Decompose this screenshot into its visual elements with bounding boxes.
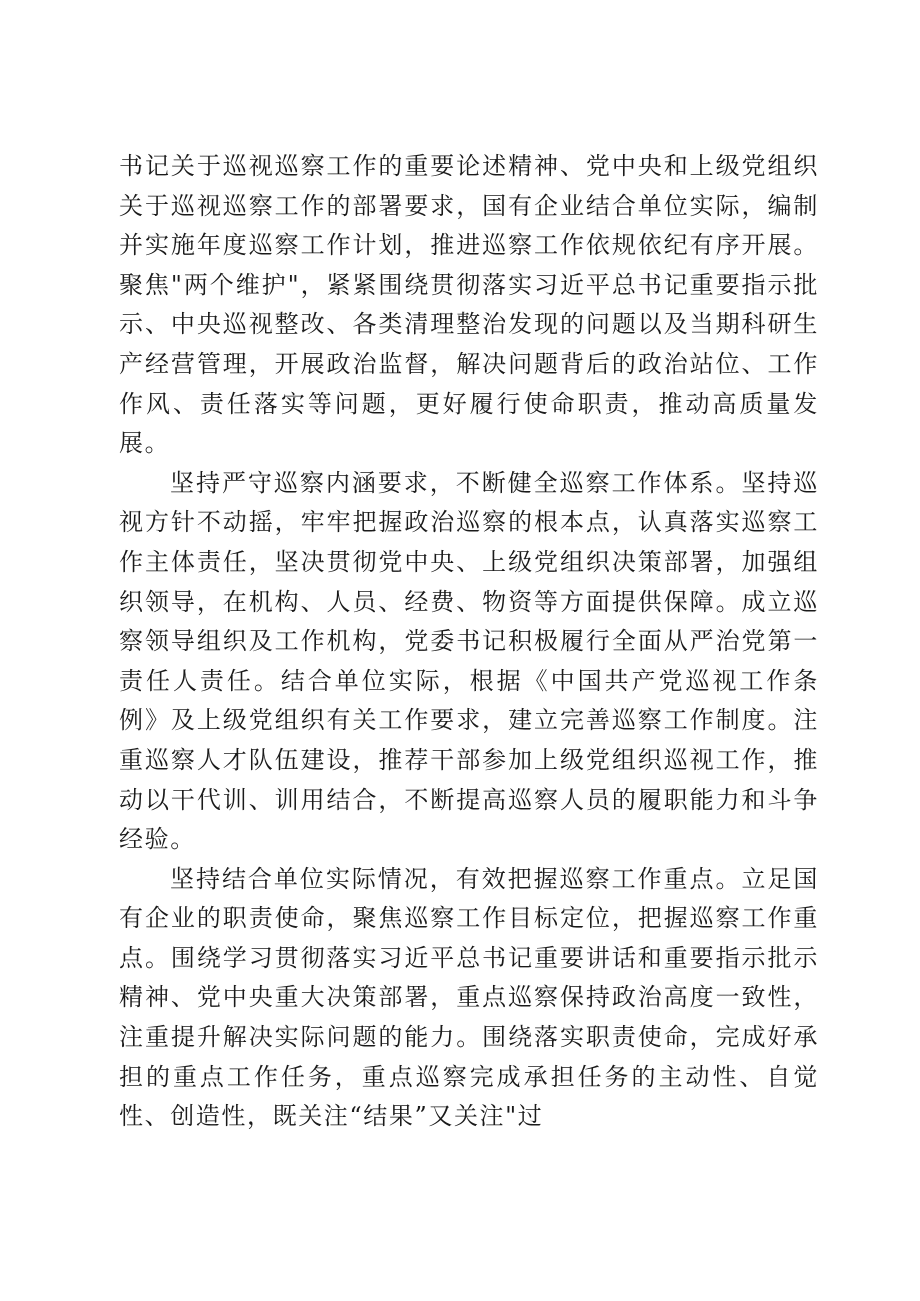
paragraph-1: 书记关于巡视巡察工作的重要论述精神、党中央和上级党组织关于巡视巡察工作的部署要求，国有企业结合单位实际，编制并实施年度巡察工作计划，推进巡察工作依规依纪有序开展。聚焦"两个维护"，紧紧围绕贯彻落实习近平总书记重要指示批示、中央巡视整改、各类清理整治发现的问题以及当期科研生产经营管理，开展政治监督，解决问题背后的政治站位、工作作风、责任落实等问题，更好履行使命职责，推动高质量发展。 xyxy=(119,152,819,458)
paragraph-3: 坚持结合单位实际情况，有效把握巡察工作重点。立足国有企业的职责使命，聚焦巡察工作目标定位，把握巡察工作重点。围绕学习贯彻落实习近平总书记重要讲话和重要指示批示精神、党中央重大决策部署，重点巡察保持政治高度一致性，注重提升解决实际问题的能力。围绕落实职责使命，完成好承担的重点工作任务，重点巡察完成承担任务的主动性、自觉性、创造性，既关注“结果”又关注"过 xyxy=(119,864,819,1131)
paragraph-2: 坚持严守巡察内涵要求，不断健全巡察工作体系。坚持巡视方针不动摇，牢牢把握政治巡察的根本点，认真落实巡察工作主体责任，坚决贯彻党中央、上级党组织决策部署，加强组织领导，在机构、人员、经费、物资等方面提供保障。成立巡察领导组织及工作机构，党委书记积极履行全面从严治党第一责任人责任。结合单位实际，根据《中国共产党巡视工作条例》及上级党组织有关工作要求，建立完善巡察工作制度。注重巡察人才队伍建设，推荐干部参加上级党组织巡视工作，推动以干代训、训用结合，不断提高巡察人员的履职能力和斗争经验。 xyxy=(119,468,819,854)
document-body xyxy=(119,147,819,1137)
